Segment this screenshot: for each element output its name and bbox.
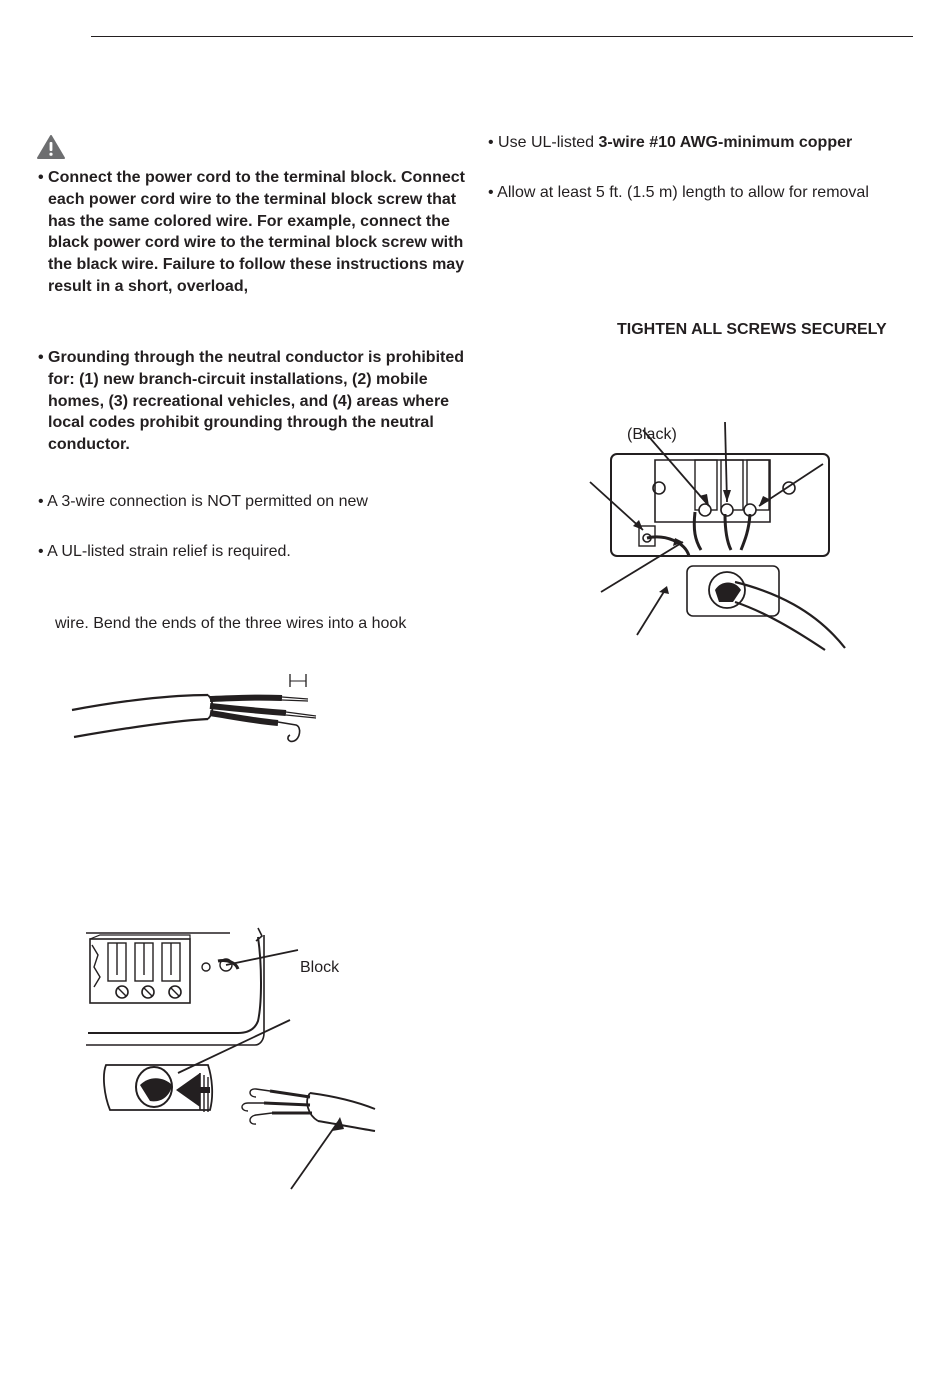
bullet-connect-power-cord: • Connect the power cord to the terminal block. Connect each power cord wire to the terminal block screw that has the same colored wire. For example, connect the black power cord wire to the terminal block screw with the black wire. Failure to follow these instructions may result in a short, overload, bbox=[38, 169, 465, 295]
bullet-allow-text: Allow at least 5 ft. (1.5 m) length to allow for removal bbox=[497, 184, 869, 201]
bullet-connect-text: Connect the power cord to the terminal block. Connect each power cord wire to the terminal block screw that has the same colored wire. For example, connect the black power cord wire to the terminal block screw with the black wire. Failure to follow these instructions may result in a short, overload, bbox=[48, 169, 465, 295]
bullet-use-bold: 3-wire #10 AWG-minimum copper bbox=[598, 134, 853, 151]
bullet-use-ul-listed: • Use UL-listed 3-wire #10 AWG-minimum copper bbox=[488, 134, 853, 151]
stripped-cord-figure bbox=[60, 665, 330, 755]
terminal-block-figure-3 bbox=[585, 430, 850, 655]
bullet-strain-relief: • A UL-listed strain relief is required. bbox=[38, 543, 291, 560]
step-text-hook: wire. Bend the ends of the three wires into a hook bbox=[55, 615, 407, 632]
bullet-grounding-text: Grounding through the neutral conductor is prohibited for: (1) new branch-circuit installations, (2) mobile homes, (3) recreational vehicles, and (4) areas where local codes prohibit grounding through the neutral conductor. bbox=[48, 349, 465, 454]
header-rule bbox=[91, 36, 913, 37]
bullet-3wire: • A 3-wire connection is NOT permitted on new bbox=[38, 493, 368, 510]
figure2-block-label: Block bbox=[300, 959, 340, 976]
figure3-black-label: (Black) bbox=[627, 426, 677, 443]
bullet-strain-text: A UL-listed strain relief is required. bbox=[47, 543, 291, 560]
bullet-use-prefix: Use UL-listed bbox=[498, 134, 599, 151]
bullet-3wire-text: A 3-wire connection is NOT permitted on new bbox=[47, 493, 368, 510]
bullet-grounding: • Grounding through the neutral conductor is prohibited for: (1) new branch-circuit installations, (2) mobile homes, (3) recreational vehicles, and (4) areas where local codes prohibit grounding through the neutral conductor. bbox=[38, 349, 465, 454]
bullet-allow-length: • Allow at least 5 ft. (1.5 m) length to allow for removal bbox=[488, 184, 869, 201]
warning-triangle-icon bbox=[37, 135, 65, 159]
tighten-screws-heading: TIGHTEN ALL SCREWS SECURELY bbox=[617, 321, 887, 338]
